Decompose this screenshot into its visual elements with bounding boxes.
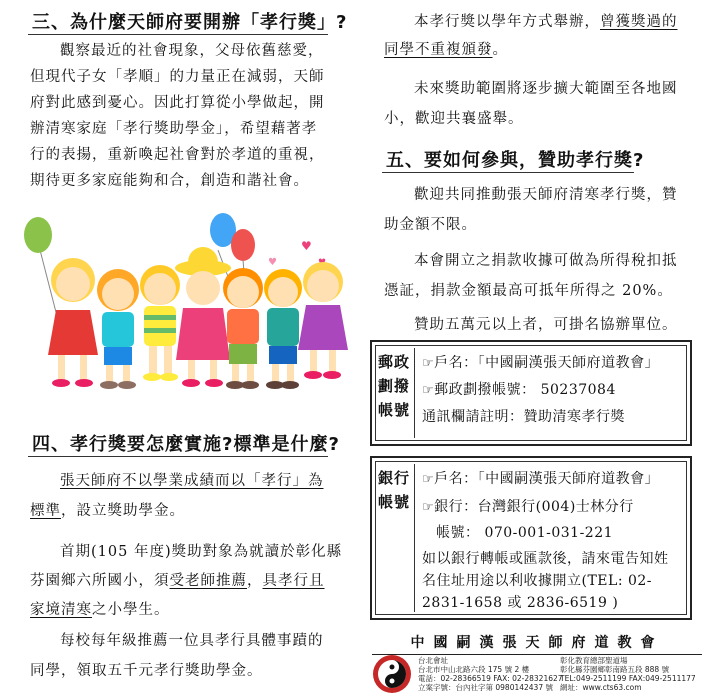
postal-number-text: 郵政劃撥帳號： 50237084 <box>434 382 616 398</box>
postal-label-line: 帳號 <box>378 401 411 419</box>
award-rule-b: 曾獲獎過的 <box>600 14 678 30</box>
section5-heading: 五、要如何參與，贊助孝行獎? <box>386 150 645 171</box>
section4-para3 <box>30 626 350 686</box>
section3-line: 期待更多家庭能夠和合，創造和諧社會。 <box>30 173 309 189</box>
section4-p2-comma: ， <box>247 573 263 589</box>
postal-label-line: 郵政 <box>378 353 411 371</box>
bank-note <box>422 548 684 614</box>
section3-line: 但現代子女「孝順」的力量正在減弱，天師 <box>30 69 325 85</box>
section4-p2-line3b: 之小學生。 <box>92 602 170 618</box>
postal-note: 通訊欄請註明：贊助清寒孝行獎 <box>422 409 625 425</box>
section4-para1 <box>30 466 350 526</box>
section5-p2-line: 憑証，捐款金額最高可抵年所得之 20%。 <box>384 283 673 299</box>
footer-changhua-info <box>560 656 696 692</box>
award-rule-a: 本孝行獎以學年方式舉辦， <box>414 14 600 30</box>
children-balloons-illustration <box>18 210 358 410</box>
section4-rule <box>28 456 328 457</box>
postal-account-name <box>422 352 659 372</box>
svg-text:♥: ♥ <box>268 257 277 268</box>
footer-text-line: 電話：02-28366519 FAX: 02-28321627 <box>418 674 563 683</box>
bank-label-line: 帳號 <box>378 493 411 511</box>
section5-p2-line: 本會開立之捐款收據可做為所得稅扣抵 <box>414 253 678 269</box>
section3-heading: 三、為什麼天師府要開辦「孝行獎」? <box>32 12 348 33</box>
bank-box-label <box>378 466 410 514</box>
section3-line: 辦清寒家庭「孝行獎助學金」，希望藉著孝 <box>30 121 318 137</box>
section5-para1 <box>384 180 704 240</box>
expansion-line: 未來獎助範圍將逐步擴大範圍至各地國 <box>414 81 678 97</box>
bank-box-divider <box>414 464 415 612</box>
award-rule-para <box>384 8 704 64</box>
bank-branch-text: 銀行：台灣銀行(004)士林分行 <box>434 499 634 515</box>
section5-p3-line: 贊助五萬元以上者，可掛名協辦單位。 <box>414 317 678 333</box>
footer-text-line: 彰化教育總部聖道場 <box>560 656 628 665</box>
section4-heading: 四、孝行獎要怎麼實施?標準是什麼? <box>32 434 340 455</box>
section3-line: 觀察最近的社會現象，父母依舊慈愛， <box>60 43 324 59</box>
section4-p2-line1: 首期(105 年度)獎助對象為就讀於彰化縣 <box>60 544 343 560</box>
section4-p2-line2a: 芬園鄉六所國小，須 <box>30 573 170 589</box>
footer-text-line: 台北會址 <box>418 656 448 665</box>
bank-account-name <box>422 468 659 488</box>
balloon-red <box>231 229 255 261</box>
footer-taipei-info <box>418 656 563 692</box>
balloon-green <box>24 217 52 253</box>
section4-p3-line1: 每校每年級推薦一位具孝行具體事蹟的 <box>60 633 324 649</box>
section5-para2 <box>384 246 704 306</box>
section3-rule <box>28 34 328 35</box>
section4-p3-line2: 同學，領取五千元孝行獎助學金。 <box>30 663 263 679</box>
pointing-hand-icon: ☞ <box>422 356 435 371</box>
section4-p2-poor: 家境清寒 <box>30 602 92 618</box>
bank-note-line: 名住址用途以利收據開立(TEL: 02- <box>422 573 653 589</box>
org-name-banner: 中國嗣漢張天師府道教會 <box>372 632 702 655</box>
section4-p2-filial: 具孝行且 <box>262 573 325 589</box>
svg-text:♥: ♥ <box>301 239 312 253</box>
expansion-line: 小，歡迎共襄盛舉。 <box>384 111 524 127</box>
pointing-hand-icon: ☞ <box>422 472 435 487</box>
postal-name-text: 戶名：「中國嗣漢張天師府道教會」 <box>434 355 660 371</box>
section4-p1-end: ，設立獎助學金。 <box>61 503 185 519</box>
taiji-logo-icon <box>372 654 412 694</box>
expansion-para <box>384 74 704 134</box>
footer-website: 網址：www.cts63.com <box>560 683 642 692</box>
postal-box-divider <box>414 348 415 438</box>
bank-branch <box>422 496 634 516</box>
award-rule-d: 。 <box>492 42 508 58</box>
section5-rule <box>382 172 634 173</box>
section5-p1-line: 歡迎共同推動張天師府清寒孝行獎，贊 <box>414 187 678 203</box>
postal-label-line: 劃撥 <box>378 377 411 395</box>
section5-para3 <box>384 312 704 338</box>
postal-account-box <box>370 340 692 446</box>
section4-para2 <box>30 538 350 625</box>
pointing-hand-icon: ☞ <box>422 383 435 398</box>
bank-account-box <box>370 456 692 620</box>
bank-label-line: 銀行 <box>378 469 411 487</box>
section4-p2-recommend: 受老師推薦 <box>169 573 247 589</box>
section5-p1-line: 助金額不限。 <box>384 217 477 233</box>
bank-note-line: 2831-1658 或 2836-6519 ) <box>422 595 619 611</box>
bank-account-number: 帳號： 070-001-031-221 <box>436 525 614 541</box>
section4-p1-text: 張天師府不以學業成績而以「孝行」為 <box>60 473 324 489</box>
section4-p1-standard: 標準 <box>30 503 61 519</box>
footer-text-line: 立案字號：台內社字第 0980142437 號 <box>418 683 553 692</box>
section3-line: 府對此感到憂心。因此打算從小學做起，開 <box>30 95 325 111</box>
section3-body <box>30 38 348 194</box>
postal-box-label <box>378 350 410 422</box>
postal-account-number <box>422 379 616 399</box>
pointing-hand-icon: ☞ <box>422 500 435 515</box>
section3-line: 行的表揚，重新喚起社會對於孝道的重視， <box>30 147 325 163</box>
footer-text-line: 台北市中山北路六段 175 號 2 樓 <box>418 665 530 674</box>
footer-text-line: TEL:049-2511199 FAX:049-2511177 <box>560 674 696 683</box>
footer-text-line: 彰化縣芬園鄉彰南路五段 888 號 <box>560 665 670 674</box>
bank-name-text: 戶名：「中國嗣漢張天師府道教會」 <box>434 471 660 487</box>
award-rule-c: 同學不重複頒發 <box>384 42 493 58</box>
child-figures <box>48 247 348 389</box>
bank-note-line: 如以銀行轉帳或匯款後，請來電告知姓 <box>422 551 669 567</box>
